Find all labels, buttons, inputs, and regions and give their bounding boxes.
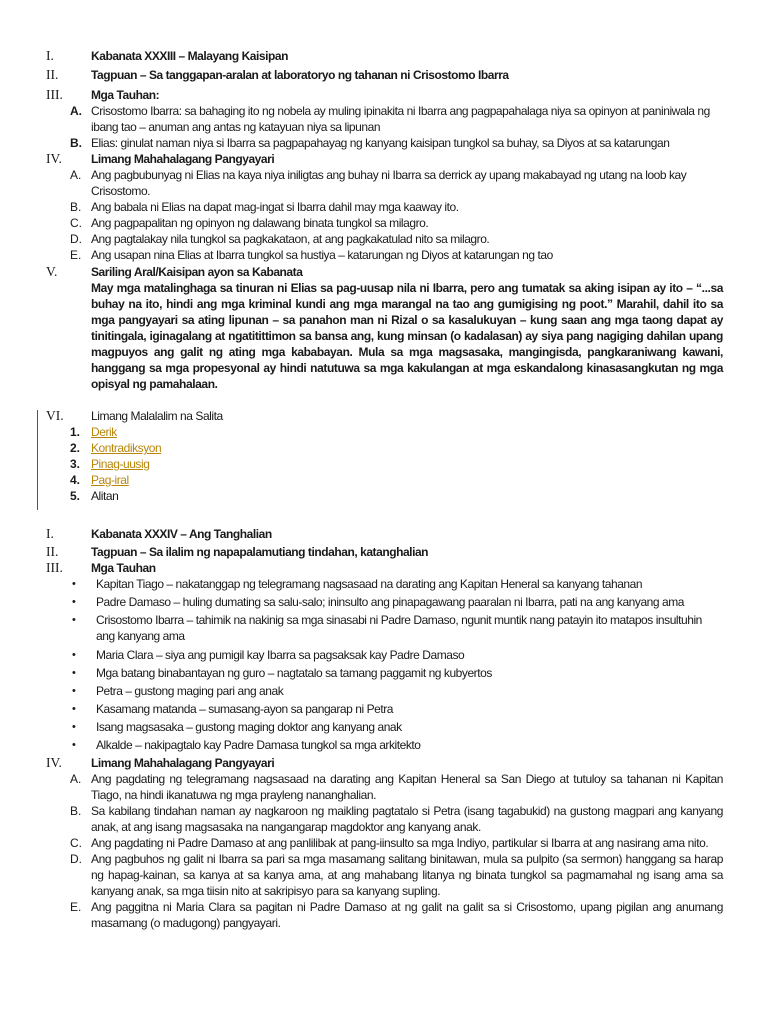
- item-text: Kasamang matanda – sumasang-ayon sa pangarap ni Petra: [96, 702, 394, 716]
- lesson-paragraph: May mga matalinghaga sa tinuran ni Elias sa pag-uusap nila ni Ibarra, pero ang tumatak sa aking isipan ay ito – “...sa buhay na ito, hindi ang mga kriminal kundi ang mga marangal na tao ang gumigising ng poot.” Marahil, dahil ito sa mga pangyayari sa ating lipunan – sa panahon man ni Rizal o sa kasalukuyan – kung saan ang mga taong dapat ay tinitingala, iginagalang at ngatitittimon sa bansa ang, kung minsan (o kadalasan) ay siya pang nagiging dahilan upang magpuyos ang galit ng ating mga kababayan. Mula sa mga magsasaka, mangingisda, pangkaraniwang kawani, hanggang sa mga propesyonal ay hindi natutuwa sa mga kakulangan at mga eskandalong kinasasangkutan ng mga opisyal ng pamahalaan.: [91, 281, 723, 391]
- event-item: [0, 247, 768, 263]
- word-item[interactable]: [0, 472, 768, 488]
- events-heading: Limang Mahahalagang Pangyayari: [91, 152, 275, 166]
- character-item: [0, 647, 768, 665]
- roman-numeral: III.: [46, 87, 63, 102]
- item-text: Ang pagtalakay nila tungkol sa pagkakataon, at ang pagkakatulad nito sa milagro.: [91, 232, 490, 246]
- event-item: [0, 231, 768, 247]
- event-item: [0, 167, 768, 199]
- outline-item: [0, 408, 768, 424]
- outline-item: [0, 755, 768, 771]
- word-link[interactable]: Kontradiksyon: [91, 441, 162, 455]
- item-marker: A.: [70, 772, 82, 786]
- roman-numeral: VI.: [46, 408, 64, 423]
- setting-heading: Tagpuan – Sa tanggapan-aralan at laboratoryo ng tahanan ni Crisostomo Ibarra: [91, 68, 509, 82]
- item-marker: E.: [70, 900, 82, 914]
- item-text: Sa kabilang tindahan naman ay nagkaroon ng maikling pagtatalo si Petra (isang tagabukid) na gustong magpari ang kanyang anak, at ang isang magsasaka na nangangarap magdoktor ang kanyang anak.: [91, 804, 723, 834]
- item-text: Elias: ginulat naman niya si Ibarra sa pagpapahayag ng kanyang kaisipan tungkol sa buhay, sa Diyos at sa katarungan: [91, 136, 670, 150]
- item-text: Isang magsasaka – gustong maging doktor ang kanyang anak: [96, 720, 402, 734]
- word-item[interactable]: [0, 424, 768, 440]
- roman-numeral: V.: [46, 264, 58, 279]
- item-text: Ang pagbuhos ng galit ni Ibarra sa pari sa mga masamang salitang binitawan, mula sa pulpito (sa sermon) hanggang sa harap ng hapag-kainan, sa kanya at sa kanya ama, at ang mahabang litanya ng binata tungkol sa pagmamahal ng isang ama sa kanyang anak, sa mga tiisin nito at sakripisyo para sa kanyang supling.: [91, 852, 723, 898]
- character-item: [0, 719, 768, 737]
- item-marker: D.: [70, 852, 82, 866]
- character-item: [0, 683, 768, 701]
- bullet-marker: •: [72, 649, 76, 661]
- item-text: Ang babala ni Elias na dapat mag-ingat si Ibarra dahil may mga kaaway ito.: [91, 200, 459, 214]
- outline-item: [0, 87, 768, 103]
- item-marker: A.: [70, 168, 82, 182]
- chapter-title: Kabanata XXXIV – Ang Tanghalian: [91, 527, 272, 541]
- item-marker: B.: [70, 136, 82, 150]
- events-heading: Limang Mahahalagang Pangyayari: [91, 756, 275, 770]
- chapter-34-section: [0, 526, 768, 931]
- character-item: [0, 594, 768, 612]
- event-item: [0, 899, 768, 931]
- outline-item: [0, 526, 768, 542]
- item-marker: C.: [70, 836, 82, 850]
- word-link[interactable]: Derik: [91, 425, 117, 439]
- character-item: [0, 103, 768, 135]
- roman-numeral: I.: [46, 526, 54, 541]
- item-text: Ang pagdating ni Padre Damaso at ang panlilibak at pang-iinsulto sa mga Indiyo, partikular si Ibarra at ang nasirang ama nito.: [91, 836, 709, 850]
- item-text: Petra – gustong maging pari ang anak: [96, 684, 284, 698]
- characters-heading: Mga Tauhan:: [91, 88, 160, 102]
- characters-heading: Mga Tauhan: [91, 561, 156, 575]
- event-item: [0, 835, 768, 851]
- item-marker: B.: [70, 804, 82, 818]
- item-text: Ang pagpapalitan ng opinyon ng dalawang binata tungkol sa milagro.: [91, 216, 429, 230]
- bullet-marker: •: [72, 703, 76, 715]
- bullet-marker: •: [72, 667, 76, 679]
- item-marker: B.: [70, 200, 82, 214]
- word-link[interactable]: Pinag-uusig: [91, 457, 150, 471]
- event-item: [0, 215, 768, 231]
- character-item: [0, 737, 768, 755]
- character-item: [0, 576, 768, 594]
- roman-numeral: IV.: [46, 755, 62, 770]
- event-item: [0, 199, 768, 215]
- bullet-marker: •: [72, 578, 76, 590]
- bullet-marker: •: [72, 596, 76, 608]
- item-text: Ang pagbubunyag ni Elias na kaya niya iniligtas ang buhay ni Ibarra sa derrick ay upang makabayad ng utang na loob kay Crisostomo.: [91, 168, 687, 198]
- item-text: Ang pagdating ng telegramang nagsasaad na darating ang Kapitan Heneral sa San Diego at tutuloy sa tahanan ni Kapitan Tiago, na hindi ikanatuwa ng mga prayleng nananghalian.: [91, 772, 723, 802]
- item-text: Ang paggitna ni Maria Clara sa pagitan ni Padre Damaso at ng galit na galit sa si Crisostomo, upang pigilan ang anumang masamang (o madugong) pangyayari.: [91, 900, 723, 930]
- character-item: [0, 612, 768, 647]
- word-link[interactable]: Pag-iral: [91, 473, 129, 487]
- roman-numeral: I.: [46, 48, 54, 63]
- roman-numeral: III.: [46, 560, 63, 575]
- event-item: [0, 851, 768, 899]
- bullet-marker: •: [72, 739, 76, 751]
- chapter-33-section: [0, 48, 768, 504]
- chapter-title: Kabanata XXXIII – Malayang Kaisipan: [91, 49, 288, 63]
- roman-numeral: IV.: [46, 151, 62, 166]
- event-item: [0, 803, 768, 835]
- character-item: [0, 701, 768, 719]
- item-marker: 5.: [70, 489, 81, 503]
- word-item[interactable]: [0, 456, 768, 472]
- item-marker: C.: [70, 216, 82, 230]
- item-marker: 1.: [70, 425, 81, 439]
- outline-item: [0, 544, 768, 560]
- setting-heading: Tagpuan – Sa ilalim ng napapalamutiang tindahan, katanghalian: [91, 545, 429, 559]
- roman-numeral: II.: [46, 67, 59, 82]
- item-text: Kapitan Tiago – nakatanggap ng telegramang nagsasaad na darating ang Kapitan Heneral sa kanyang tahanan: [96, 577, 643, 591]
- bullet-marker: •: [72, 614, 76, 626]
- lesson-heading: Sariling Aral/Kaisipan ayon sa Kabanata: [91, 265, 303, 279]
- outline-item: [0, 560, 768, 576]
- item-text: Mga batang binabantayan ng guro – nagtatalo sa tamang paggamit ng kubyertos: [96, 666, 492, 680]
- item-marker: 4.: [70, 473, 81, 487]
- item-text: Padre Damaso – huling dumating sa salu-salo; ininsulto ang pinapagawang paaralan ni Ibarra, pati na ang kanyang ama: [96, 595, 685, 609]
- item-text: Crisostomo Ibarra: sa bahaging ito ng nobela ay muling ipinakita ni Ibarra ang pagpapahalaga niya sa opinyon at paniniwala ng ibang tao – anuman ang antas ng katayuan niya sa lipunan: [91, 104, 710, 134]
- outline-item: [0, 264, 768, 280]
- outline-item: [0, 67, 768, 83]
- item-text: Alitan: [91, 489, 119, 503]
- item-text: Crisostomo Ibarra – tahimik na nakinig sa mga sinasabi ni Padre Damaso, ngunit muntik nang patayin ito matapos insultuhin ang kanyang ama: [96, 613, 702, 643]
- lesson-paragraph-row: [0, 280, 768, 408]
- character-item: [0, 135, 768, 151]
- item-text: Ang usapan nina Elias at Ibarra tungkol sa hustiya – katarungan ng Diyos at katarungan ng tao: [91, 248, 553, 262]
- item-text: Maria Clara – siya ang pumigil kay Ibarra sa pagsaksak kay Padre Damaso: [96, 648, 465, 662]
- event-item: [0, 771, 768, 803]
- word-item[interactable]: [0, 440, 768, 456]
- item-marker: A.: [70, 104, 82, 118]
- words-heading: Limang Malalalim na Salita: [91, 409, 223, 423]
- item-text: Alkalde – nakipagtalo kay Padre Damasa tungkol sa mga arkitekto: [96, 738, 421, 752]
- item-marker: D.: [70, 232, 82, 246]
- item-marker: E.: [70, 248, 82, 262]
- word-item: [0, 488, 768, 504]
- character-item: [0, 665, 768, 683]
- outline-item: [0, 151, 768, 167]
- item-marker: 3.: [70, 457, 81, 471]
- bullet-marker: •: [72, 685, 76, 697]
- item-marker: 2.: [70, 441, 81, 455]
- roman-numeral: II.: [46, 544, 59, 559]
- outline-item: [0, 48, 768, 64]
- bullet-marker: •: [72, 721, 76, 733]
